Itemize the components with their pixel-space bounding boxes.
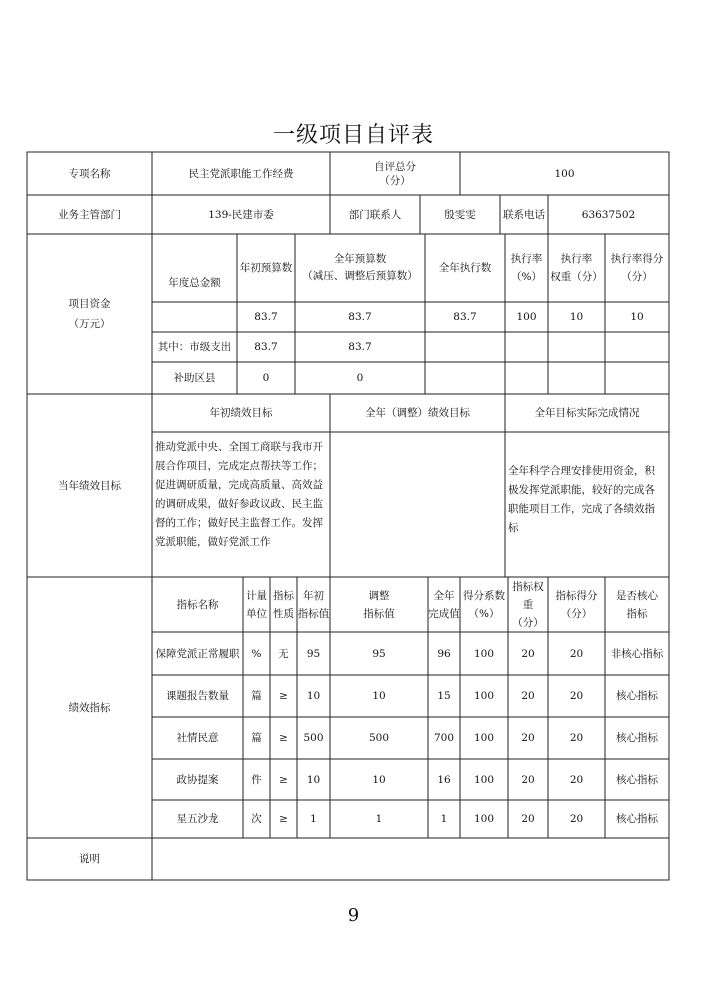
col-indicator-score-line2: （分） <box>560 607 593 620</box>
city-spend-label: 其中：市级支出 <box>157 341 232 353</box>
col-nature-line2: 性质 <box>273 607 294 620</box>
indicators-section-label: 绩效指标 <box>68 701 111 714</box>
total-initial: 83.7 <box>254 311 278 323</box>
col-exec: 全年执行数 <box>438 262 492 274</box>
indicator-unit: 篇 <box>251 732 262 744</box>
col-adjusted-value <box>330 577 428 632</box>
indicator-coef: 100 <box>473 813 495 825</box>
indicator-score: 20 <box>569 732 584 744</box>
col-adjusted-value-line2: 指标值 <box>363 607 395 620</box>
indicator-weight: 20 <box>521 647 535 660</box>
indicator-unit: 次 <box>251 813 262 825</box>
col-actual-completion: 全年目标实际完成情况 <box>534 407 640 419</box>
indicator-score: 20 <box>569 647 584 660</box>
indicator-weight: 20 <box>521 690 535 702</box>
actual-completion-line: 职能项目工作，完成了各绩效指 <box>508 503 655 515</box>
indicator-weight: 20 <box>521 813 535 825</box>
indicator-core: 核心指标 <box>616 773 658 786</box>
dept-label: 业务主管部门 <box>58 208 121 221</box>
indicator-coef: 100 <box>473 773 495 786</box>
indicator-name: 政协提案 <box>176 773 219 786</box>
actual-completion-line: 极发挥党派职能，较好的完成各 <box>508 484 655 496</box>
col-rate-score <box>605 234 669 302</box>
indicator-name: 课题报告数量 <box>166 690 229 702</box>
col-unit-line2: 单位 <box>246 607 267 620</box>
initial-goal-line: 展合作项目，完成定点帮扶等工作； <box>155 460 323 472</box>
phone-label: 联系电话 <box>503 208 545 221</box>
col-indicator-weight-line1: 指标权重 <box>512 580 544 611</box>
col-indicator-score-line1: 指标得分 <box>555 589 598 602</box>
notes-value <box>155 838 665 880</box>
initial-goal-line: 党派职能，做好党派工作 <box>155 536 271 548</box>
goals-section-label: 当年绩效目标 <box>58 479 121 492</box>
col-initial-value-line2: 指标值 <box>297 607 330 620</box>
col-total-amount: 年度总金额 <box>168 277 221 289</box>
col-done-value <box>428 577 460 632</box>
funds-section-label <box>27 234 152 394</box>
indicator-core: 非核心指标 <box>610 647 664 660</box>
indicator-core: 核心指标 <box>616 732 658 744</box>
district-subsidy-full: 0 <box>356 372 364 384</box>
total-weight: 10 <box>569 311 584 323</box>
indicator-done: 15 <box>437 690 451 702</box>
indicator-nature: ≥ <box>279 773 288 786</box>
indicator-name: 星五沙龙 <box>176 813 219 825</box>
contact-label: 部门联系人 <box>348 208 402 221</box>
col-is-core-line2: 指标 <box>626 607 648 620</box>
indicator-unit: % <box>251 647 262 660</box>
col-indicator-weight-line2: （分） <box>512 616 544 629</box>
indicator-done: 1 <box>440 813 448 825</box>
indicator-name: 保障党派正常履职 <box>155 647 240 660</box>
project-name-label: 专项名称 <box>68 167 111 180</box>
col-score-coef-line2: （%） <box>468 607 500 620</box>
indicator-score: 20 <box>569 690 584 702</box>
district-subsidy-label: 补助区县 <box>173 372 216 384</box>
col-initial-value-line1: 年初 <box>303 589 324 602</box>
indicator-initial: 1 <box>310 813 317 825</box>
col-exec-rate <box>505 234 548 302</box>
col-indicator-weight <box>508 577 548 632</box>
indicator-unit: 件 <box>251 773 262 786</box>
contact-value: 殷雯雯 <box>444 208 476 221</box>
col-indicator-name: 指标名称 <box>176 598 219 611</box>
page-title: 一级项目自评表 <box>272 123 434 148</box>
indicator-coef: 100 <box>473 690 495 702</box>
initial-goal-text <box>155 438 327 552</box>
indicator-weight: 20 <box>521 773 535 786</box>
col-rate-score-line1: 执行率得分 <box>610 253 664 265</box>
phone-value: 63637502 <box>581 208 636 221</box>
indicator-score: 20 <box>569 773 584 786</box>
col-exec-rate-line1: 执行率 <box>510 253 543 265</box>
indicator-core: 核心指标 <box>616 813 658 825</box>
col-adjusted-value-line1: 调整 <box>368 589 390 602</box>
city-spend-full: 83.7 <box>348 341 372 353</box>
indicator-initial: 10 <box>306 690 321 702</box>
col-exec-rate-line2: （%） <box>511 271 542 283</box>
indicator-nature: 无 <box>278 647 289 660</box>
col-initial-goal: 年初绩效目标 <box>209 407 273 419</box>
funds-label-line1: 项目资金 <box>68 298 111 310</box>
col-full-budget <box>295 234 425 302</box>
indicator-initial: 10 <box>306 773 321 786</box>
initial-goal-line: 推动党派中央、全国工商联与我市开 <box>155 441 323 453</box>
total-exec: 83.7 <box>453 311 477 323</box>
col-full-budget-line2: （减压、调整后预算数） <box>302 270 418 282</box>
actual-completion-text <box>508 462 666 538</box>
indicator-core: 核心指标 <box>616 690 658 702</box>
page-number: 9 <box>347 905 360 926</box>
col-full-budget-line1: 全年预算数 <box>333 253 387 265</box>
self-score-value: 100 <box>554 167 575 180</box>
indicator-done: 96 <box>437 647 451 660</box>
col-is-core <box>605 577 669 632</box>
initial-goal-line: 促进调研质量，完成高质量、高效益 <box>155 479 323 491</box>
col-done-value-line2: 完成值 <box>428 607 460 620</box>
self-score-label-line1: 自评总分 <box>374 160 416 173</box>
initial-goal-line: 督的工作；做好民主监督工作。发挥 <box>155 517 323 529</box>
indicator-nature: ≥ <box>279 690 288 702</box>
col-nature-line1: 指标 <box>273 589 294 602</box>
col-indicator-score <box>548 577 605 632</box>
col-rate-score-line2: （分） <box>621 271 653 283</box>
initial-goal-line: 的调研成果，做好参政议政、民主监 <box>155 498 323 510</box>
indicator-weight: 20 <box>521 732 535 744</box>
indicator-nature: ≥ <box>279 813 288 825</box>
col-initial-budget: 年初预算数 <box>239 262 293 274</box>
indicator-adjusted: 10 <box>372 690 386 702</box>
col-score-coef-line1: 得分系数 <box>463 589 505 602</box>
indicator-adjusted: 95 <box>372 647 386 660</box>
total-full: 83.7 <box>348 311 372 323</box>
indicator-initial: 500 <box>303 732 324 744</box>
notes-label: 说明 <box>79 853 100 865</box>
dept-value: 139-民建市委 <box>208 208 274 221</box>
indicator-adjusted: 1 <box>375 813 383 825</box>
indicator-adjusted: 500 <box>368 732 390 744</box>
indicator-coef: 100 <box>473 732 495 744</box>
indicator-done: 700 <box>433 732 455 744</box>
actual-completion-line: 全年科学合理安排使用资金，积 <box>508 465 655 477</box>
col-done-value-line1: 全年 <box>433 589 455 602</box>
col-unit-line1: 计量 <box>246 589 267 602</box>
col-unit <box>243 577 270 632</box>
district-subsidy-initial: 0 <box>262 372 270 384</box>
indicator-coef: 100 <box>473 647 495 660</box>
col-rate-weight-line1: 执行率 <box>560 253 593 265</box>
project-name-value: 民主党派职能工作经费 <box>188 167 294 180</box>
indicator-adjusted: 10 <box>372 773 386 786</box>
total-rate: 100 <box>516 311 537 323</box>
self-score-label <box>330 152 460 195</box>
actual-completion-line: 标 <box>508 522 519 534</box>
col-adjusted-goal: 全年（调整）绩效目标 <box>365 407 470 419</box>
indicator-initial: 95 <box>306 647 321 660</box>
col-rate-weight-line2: 权重（分） <box>550 271 603 283</box>
indicator-score: 20 <box>569 813 584 825</box>
col-score-coef <box>460 577 508 632</box>
col-is-core-line1: 是否核心 <box>616 589 658 602</box>
indicator-nature: ≥ <box>279 732 288 744</box>
col-nature <box>270 577 297 632</box>
self-score-label-line2: （分） <box>379 174 411 187</box>
city-spend-initial: 83.7 <box>254 341 278 353</box>
col-rate-weight <box>548 234 605 302</box>
indicator-unit: 篇 <box>251 690 262 702</box>
total-score: 10 <box>630 311 644 323</box>
col-initial-value <box>297 577 330 632</box>
funds-label-line2: （万元） <box>68 318 111 330</box>
indicator-done: 16 <box>437 773 451 786</box>
indicator-name: 社情民意 <box>176 732 219 744</box>
